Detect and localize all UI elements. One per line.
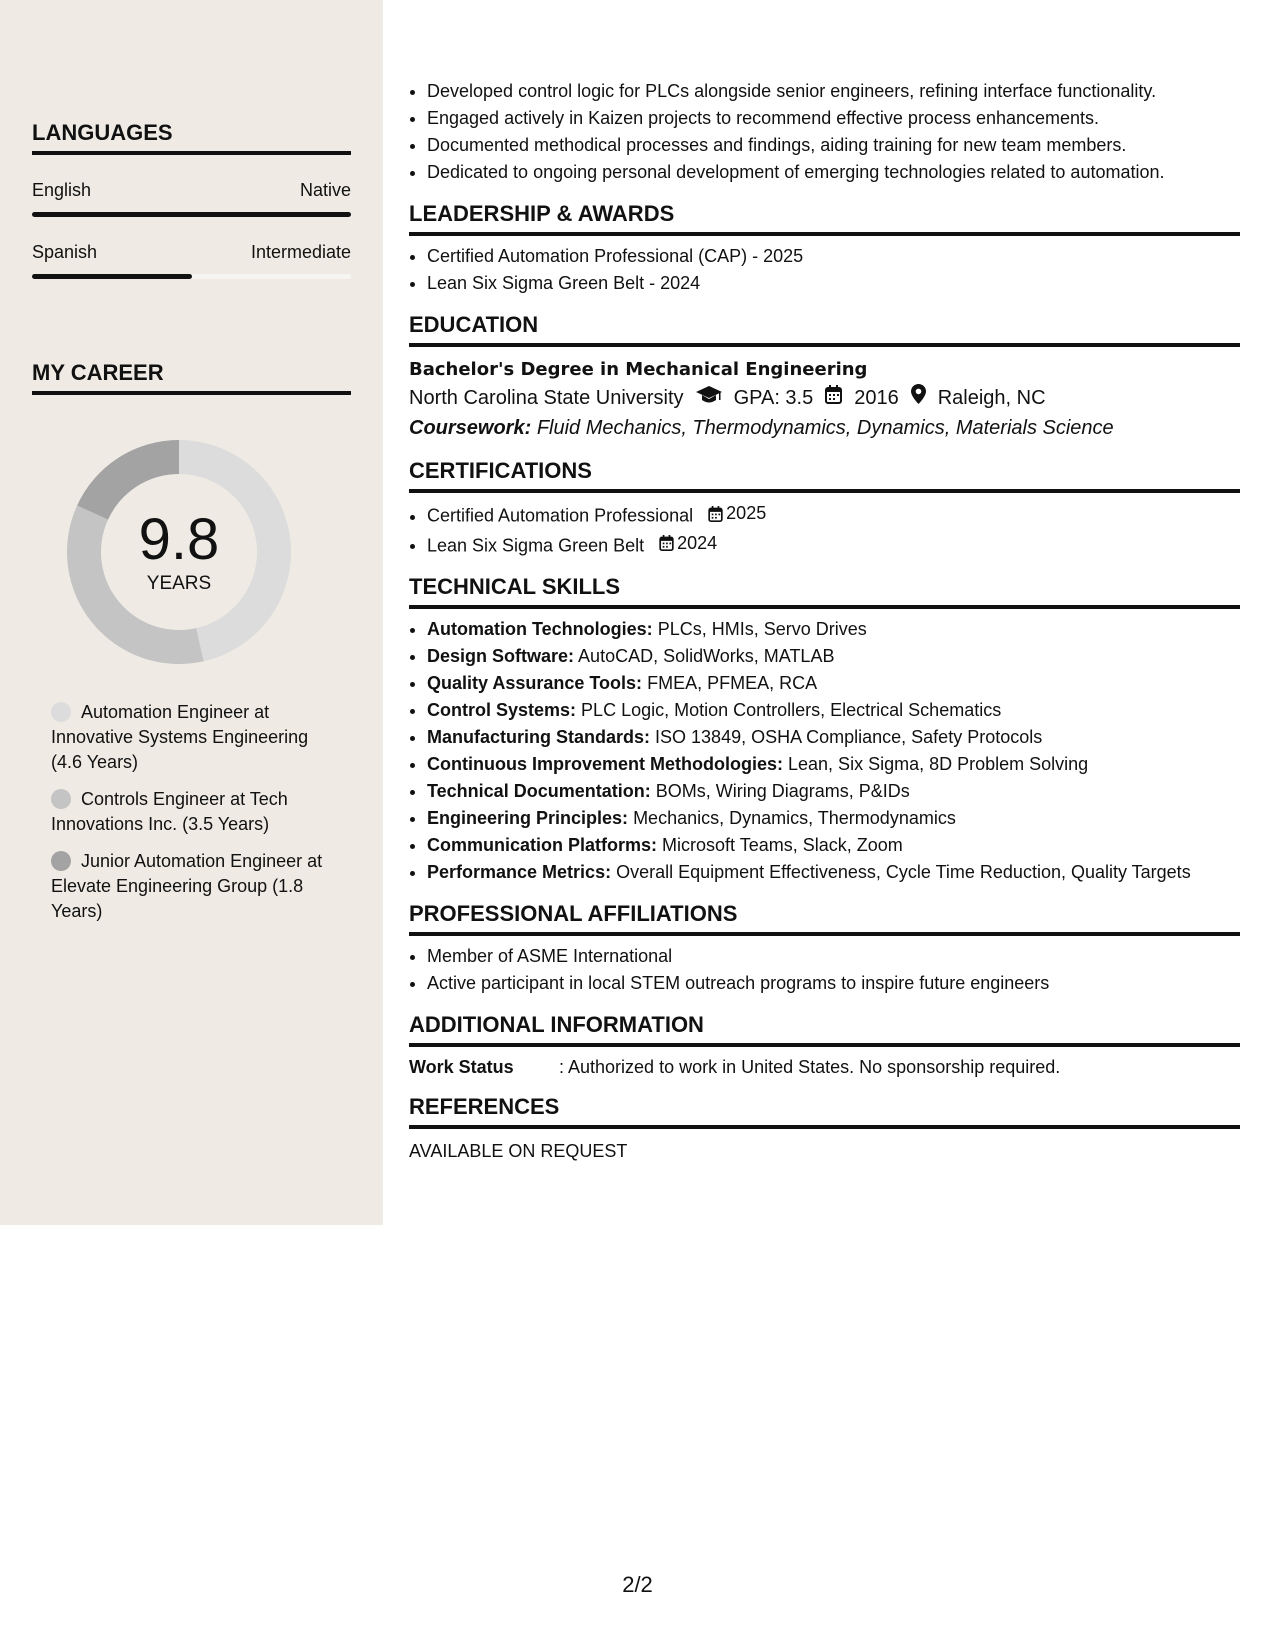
career-legend-item <box>51 787 336 837</box>
skill-values: ISO 13849, OSHA Compliance, Safety Protocols <box>655 727 1043 747</box>
calendar-icon <box>659 535 674 551</box>
skill-item <box>427 643 1240 670</box>
sidebar <box>0 0 383 1225</box>
skill-values: FMEA, PFMEA, RCA <box>647 673 818 693</box>
skill-category: Manufacturing Standards: <box>427 727 651 747</box>
skill-item <box>427 751 1240 778</box>
certification-item <box>427 530 1240 560</box>
gpa: GPA: 3.5 <box>733 387 814 409</box>
language-name: English <box>32 180 92 200</box>
experience-bullet: • Developed control logic for PLCs alongside senior engineers, refining interface functionality. <box>427 78 1240 105</box>
calendar-icon <box>825 383 842 413</box>
education-heading: EDUCATION <box>409 312 1240 347</box>
languages-heading: LANGUAGES <box>32 120 351 155</box>
skills-heading: TECHNICAL SKILLS <box>409 574 1240 609</box>
references-section <box>409 1094 1240 1163</box>
leadership-heading: LEADERSHIP & AWARDS <box>409 201 1240 236</box>
total-years-unit: YEARS <box>146 573 212 594</box>
skill-category: Communication Platforms: <box>427 835 658 855</box>
affiliation-item: • Active participant in local STEM outreach programs to inspire future engineers <box>427 970 1240 997</box>
additional-info-heading: ADDITIONAL INFORMATION <box>409 1012 1240 1047</box>
work-status-value: : Authorized to work in United States. No sponsorship required. <box>559 1057 1061 1077</box>
certification-name: Certified Automation Professional <box>427 505 694 526</box>
references-heading: REFERENCES <box>409 1094 1240 1129</box>
experience-bullets <box>409 78 1240 186</box>
legend-dot-icon <box>51 851 71 871</box>
affiliations-section <box>409 901 1240 997</box>
career-legend-item <box>51 700 336 775</box>
skill-category: Quality Assurance Tools: <box>427 673 643 693</box>
skill-item <box>427 859 1240 886</box>
skill-item <box>427 805 1240 832</box>
leadership-item: • Certified Automation Professional (CAP) - 2025 <box>427 243 1240 270</box>
skills-list <box>409 616 1240 886</box>
skill-item <box>427 616 1240 643</box>
certification-year: 2024 <box>677 532 718 553</box>
career-role: Automation Engineer at Innovative Systems Engineering (4.6 Years) <box>51 702 309 772</box>
career-heading: MY CAREER <box>32 360 351 395</box>
skill-item <box>427 832 1240 859</box>
career-section <box>32 360 351 395</box>
total-years-value: 9.8 <box>138 507 220 572</box>
school-name: North Carolina State University <box>409 387 684 409</box>
career-legend <box>51 700 336 936</box>
skill-values: AutoCAD, SolidWorks, MATLAB <box>578 646 835 666</box>
skill-item <box>427 670 1240 697</box>
language-proficiency-fill <box>32 274 192 279</box>
education-meta <box>409 383 1240 413</box>
skill-category: Design Software: <box>427 646 575 666</box>
work-status-label: Work Status <box>409 1057 514 1077</box>
experience-bullet: • Documented methodical processes and findings, aiding training for new team members. <box>427 132 1240 159</box>
language-item <box>32 241 351 279</box>
legend-dot-icon <box>51 702 71 722</box>
leadership-section <box>409 201 1240 297</box>
career-donut-chart <box>67 440 291 664</box>
graduation-cap-icon <box>696 383 722 413</box>
language-proficiency-fill <box>32 212 351 217</box>
skill-category: Performance Metrics: <box>427 862 612 882</box>
certifications-section <box>409 458 1240 559</box>
languages-section <box>32 120 351 279</box>
skill-category: Control Systems: <box>427 700 577 720</box>
donut-center <box>67 507 291 596</box>
skill-values: BOMs, Wiring Diagrams, P&IDs <box>655 781 910 801</box>
language-proficiency-bar <box>32 212 351 217</box>
language-level: Native <box>299 180 351 200</box>
language-item <box>32 179 351 217</box>
skill-category: Engineering Principles: <box>427 808 629 828</box>
experience-bullet: • Engaged actively in Kaizen projects to recommend effective process enhancements. <box>427 105 1240 132</box>
coursework <box>409 413 1240 443</box>
coursework-list: Fluid Mechanics, Thermodynamics, Dynamics, Materials Science <box>536 417 1114 439</box>
skill-item <box>427 697 1240 724</box>
skill-values: Lean, Six Sigma, 8D Problem Solving <box>788 754 1089 774</box>
affiliation-item: • Member of ASME International <box>427 943 1240 970</box>
school-location: Raleigh, NC <box>937 387 1046 409</box>
skill-category: Continuous Improvement Methodologies: <box>427 754 783 774</box>
location-pin-icon <box>911 383 926 413</box>
affiliations-heading: PROFESSIONAL AFFILIATIONS <box>409 901 1240 936</box>
certification-name: Lean Six Sigma Green Belt <box>427 535 645 555</box>
skill-values: Overall Equipment Effectiveness, Cycle Time Reduction, Quality Targets <box>616 862 1191 882</box>
references-text: AVAILABLE ON REQUEST <box>409 1141 628 1161</box>
certification-year: 2025 <box>726 503 767 523</box>
additional-info-section <box>409 1012 1240 1079</box>
career-legend-item <box>51 849 336 924</box>
skill-values: PLC Logic, Motion Controllers, Electrical Schematics <box>581 700 1002 720</box>
language-level: Intermediate <box>250 242 351 262</box>
skill-values: Microsoft Teams, Slack, Zoom <box>662 835 903 855</box>
degree-title: Bachelor's Degree in Mechanical Engineering <box>409 359 868 380</box>
language-name: Spanish <box>32 242 98 262</box>
certification-item <box>427 500 1240 530</box>
main-content <box>409 78 1240 1163</box>
page-number: 2/2 <box>622 1572 653 1597</box>
skill-values: Mechanics, Dynamics, Thermodynamics <box>633 808 956 828</box>
career-role: Controls Engineer at Tech Innovations Inc. (3.5 Years) <box>51 789 288 834</box>
skill-category: Technical Documentation: <box>427 781 651 801</box>
skill-category: Automation Technologies: <box>427 619 653 639</box>
skill-item <box>427 724 1240 751</box>
education-section <box>409 312 1240 443</box>
calendar-icon <box>708 506 723 522</box>
coursework-label: Coursework: <box>409 417 532 439</box>
certifications-heading: CERTIFICATIONS <box>409 458 1240 493</box>
work-status-row <box>409 1055 1240 1079</box>
leadership-item: • Lean Six Sigma Green Belt - 2024 <box>427 270 1240 297</box>
skill-values: PLCs, HMIs, Servo Drives <box>657 619 867 639</box>
career-role: Junior Automation Engineer at Elevate Engineering Group (1.8 Years) <box>51 851 323 921</box>
language-proficiency-bar <box>32 274 351 279</box>
skills-section <box>409 574 1240 886</box>
experience-bullet: • Dedicated to ongoing personal development of emerging technologies related to automation. <box>427 159 1240 186</box>
graduation-year: 2016 <box>854 387 899 409</box>
legend-dot-icon <box>51 789 71 809</box>
skill-item <box>427 778 1240 805</box>
